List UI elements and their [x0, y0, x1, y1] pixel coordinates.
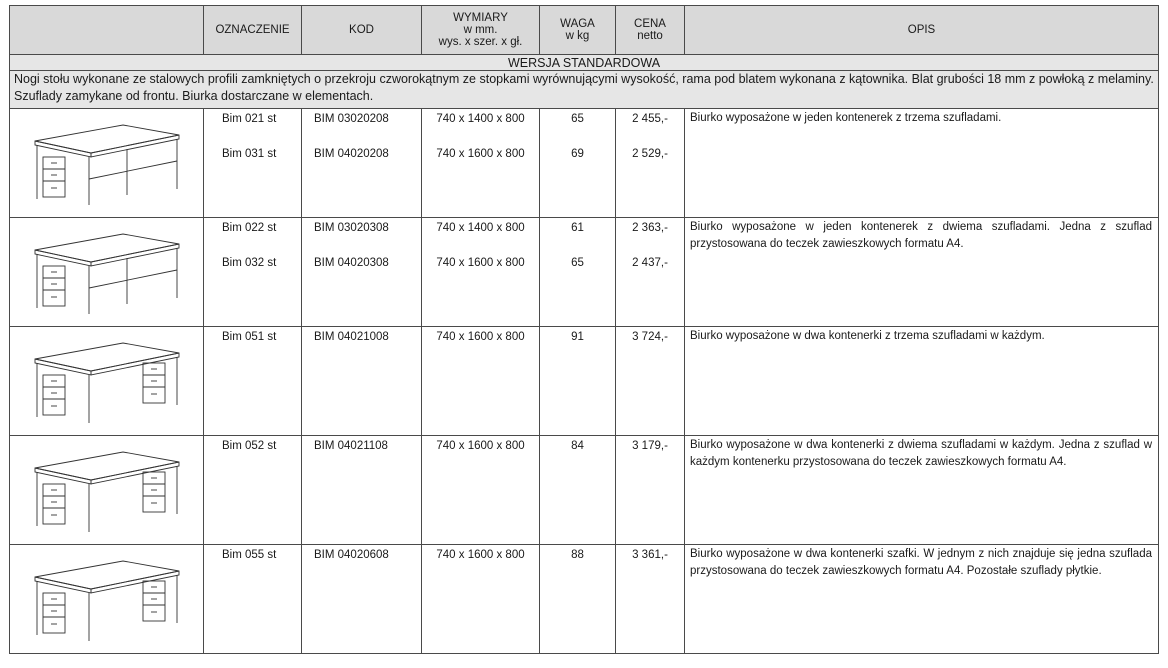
product-weight-cell	[540, 218, 616, 327]
product-weight: 61	[571, 222, 584, 234]
header-wymiary-line1: WYMIARY	[453, 12, 508, 24]
product-illustration-cell	[10, 109, 204, 218]
product-row	[10, 109, 1159, 218]
header-opis: OPIS	[685, 6, 1159, 55]
product-description: Biurko wyposażone w dwa kontenerki z trzema szufladami w każdym.	[685, 327, 1159, 436]
product-code: Bim 052 st	[222, 440, 277, 452]
product-price: 2 455,-	[632, 113, 668, 125]
product-row	[10, 436, 1159, 545]
header-cena-line2: netto	[637, 30, 663, 42]
product-weight: 69	[571, 148, 584, 160]
product-kod: BIM 04020608	[314, 549, 389, 561]
desk-illustration-icon	[27, 119, 187, 207]
section-title: WERSJA STANDARDOWA	[10, 55, 1159, 71]
product-description: Biurko wyposażone w dwa kontenerki z dwiema szufladami w każdym. Jedna z szuflad w każdym kontenerku przystosowana do teczek zawieszkowych formatu A4.	[685, 436, 1159, 545]
product-price: 2 363,-	[632, 222, 668, 234]
product-weight: 65	[571, 257, 584, 269]
product-illustration-cell	[10, 327, 204, 436]
price-list-sheet	[9, 5, 1158, 654]
product-code-cell	[204, 218, 302, 327]
product-kod: BIM 04020308	[314, 257, 389, 269]
product-kod-cell	[302, 327, 422, 436]
product-weight-cell	[540, 545, 616, 654]
product-price-cell	[616, 545, 685, 654]
product-weight-cell	[540, 109, 616, 218]
product-kod-cell	[302, 545, 422, 654]
header-cena-line1: CENA	[634, 18, 666, 30]
header-waga-line2: w kg	[565, 30, 590, 42]
product-illustration-cell	[10, 436, 204, 545]
product-code: Bim 032 st	[222, 257, 277, 269]
product-description: Biurko wyposażone w jeden kontenerek z trzema szufladami.	[685, 109, 1159, 218]
product-dimensions-cell	[422, 545, 540, 654]
product-kod: BIM 04021108	[314, 440, 388, 452]
product-code: Bim 021 st	[222, 113, 277, 125]
product-table	[9, 5, 1159, 654]
desk-illustration-icon	[27, 337, 187, 425]
header-wymiary-line3: wys. x szer. x gł.	[438, 36, 523, 48]
product-dimensions-cell	[422, 436, 540, 545]
header-image-column	[10, 6, 204, 55]
product-dimensions: 740 x 1600 x 800	[436, 331, 525, 343]
product-kod: BIM 04021008	[314, 331, 389, 343]
product-weight: 88	[571, 549, 584, 561]
product-kod: BIM 04020208	[314, 148, 389, 160]
product-code-cell	[204, 109, 302, 218]
product-illustration-cell	[10, 218, 204, 327]
header-wymiary	[422, 6, 540, 55]
product-price: 3 361,-	[632, 549, 668, 561]
section-title-row	[10, 55, 1159, 71]
product-weight: 84	[571, 440, 584, 452]
product-illustration-cell	[10, 545, 204, 654]
product-kod-cell	[302, 218, 422, 327]
product-kod-cell	[302, 109, 422, 218]
header-cena	[616, 6, 685, 55]
desk-illustration-icon	[27, 555, 187, 643]
section-description: Nogi stołu wykonane ze stalowych profili zamkniętych o przekroju czworokątnym ze stopkami wyrównującymi wysokość, rama pod blatem wykonana z kątownika. Blat grubości 18 mm z powłoką z melaminy. Szuflady zamykane od frontu. Biurka dostarczane w elementach.	[10, 71, 1159, 109]
product-price-cell	[616, 218, 685, 327]
product-price: 3 724,-	[632, 331, 668, 343]
product-dimensions: 740 x 1600 x 800	[436, 257, 525, 269]
product-code: Bim 031 st	[222, 148, 277, 160]
product-code-cell	[204, 327, 302, 436]
product-dimensions: 740 x 1600 x 800	[436, 549, 525, 561]
product-row	[10, 218, 1159, 327]
product-row	[10, 545, 1159, 654]
product-code: Bim 022 st	[222, 222, 277, 234]
product-price: 2 529,-	[632, 148, 668, 160]
product-kod-cell	[302, 436, 422, 545]
section-description-row	[10, 71, 1159, 109]
product-code-cell	[204, 436, 302, 545]
header-waga-line1: WAGA	[560, 18, 595, 30]
product-kod: BIM 03020308	[314, 222, 389, 234]
product-dimensions-cell	[422, 109, 540, 218]
product-weight: 91	[571, 331, 584, 343]
desk-illustration-icon	[27, 228, 187, 316]
desk-illustration-icon	[27, 446, 187, 534]
product-price: 3 179,-	[632, 440, 668, 452]
header-kod: KOD	[302, 6, 422, 55]
product-description: Biurko wyposażone w jeden kontenerek z dwiema szufladami. Jedna z szuflad przystosowana do teczek zawieszkowych formatu A4.	[685, 218, 1159, 327]
product-dimensions: 740 x 1600 x 800	[436, 440, 525, 452]
product-price-cell	[616, 109, 685, 218]
header-oznaczenie: OZNACZENIE	[204, 6, 302, 55]
product-weight-cell	[540, 327, 616, 436]
product-weight-cell	[540, 436, 616, 545]
product-code-cell	[204, 545, 302, 654]
product-dimensions: 740 x 1400 x 800	[436, 222, 525, 234]
header-wymiary-line2: w mm.	[463, 24, 498, 36]
product-dimensions-cell	[422, 327, 540, 436]
product-price-cell	[616, 436, 685, 545]
product-code: Bim 055 st	[222, 549, 277, 561]
product-price: 2 437,-	[632, 257, 668, 269]
product-price-cell	[616, 327, 685, 436]
product-code: Bim 051 st	[222, 331, 277, 343]
product-row	[10, 327, 1159, 436]
product-dimensions: 740 x 1600 x 800	[436, 148, 525, 160]
product-dimensions: 740 x 1400 x 800	[436, 113, 525, 125]
product-weight: 65	[571, 113, 584, 125]
product-dimensions-cell	[422, 218, 540, 327]
product-kod: BIM 03020208	[314, 113, 389, 125]
header-row	[10, 6, 1159, 55]
product-description: Biurko wyposażone w dwa kontenerki szafki. W jednym z nich znajduje się jedna szuflada przystosowana do teczek zawieszkowych formatu A4. Pozostałe szuflady płytkie.	[685, 545, 1159, 654]
header-waga	[540, 6, 616, 55]
